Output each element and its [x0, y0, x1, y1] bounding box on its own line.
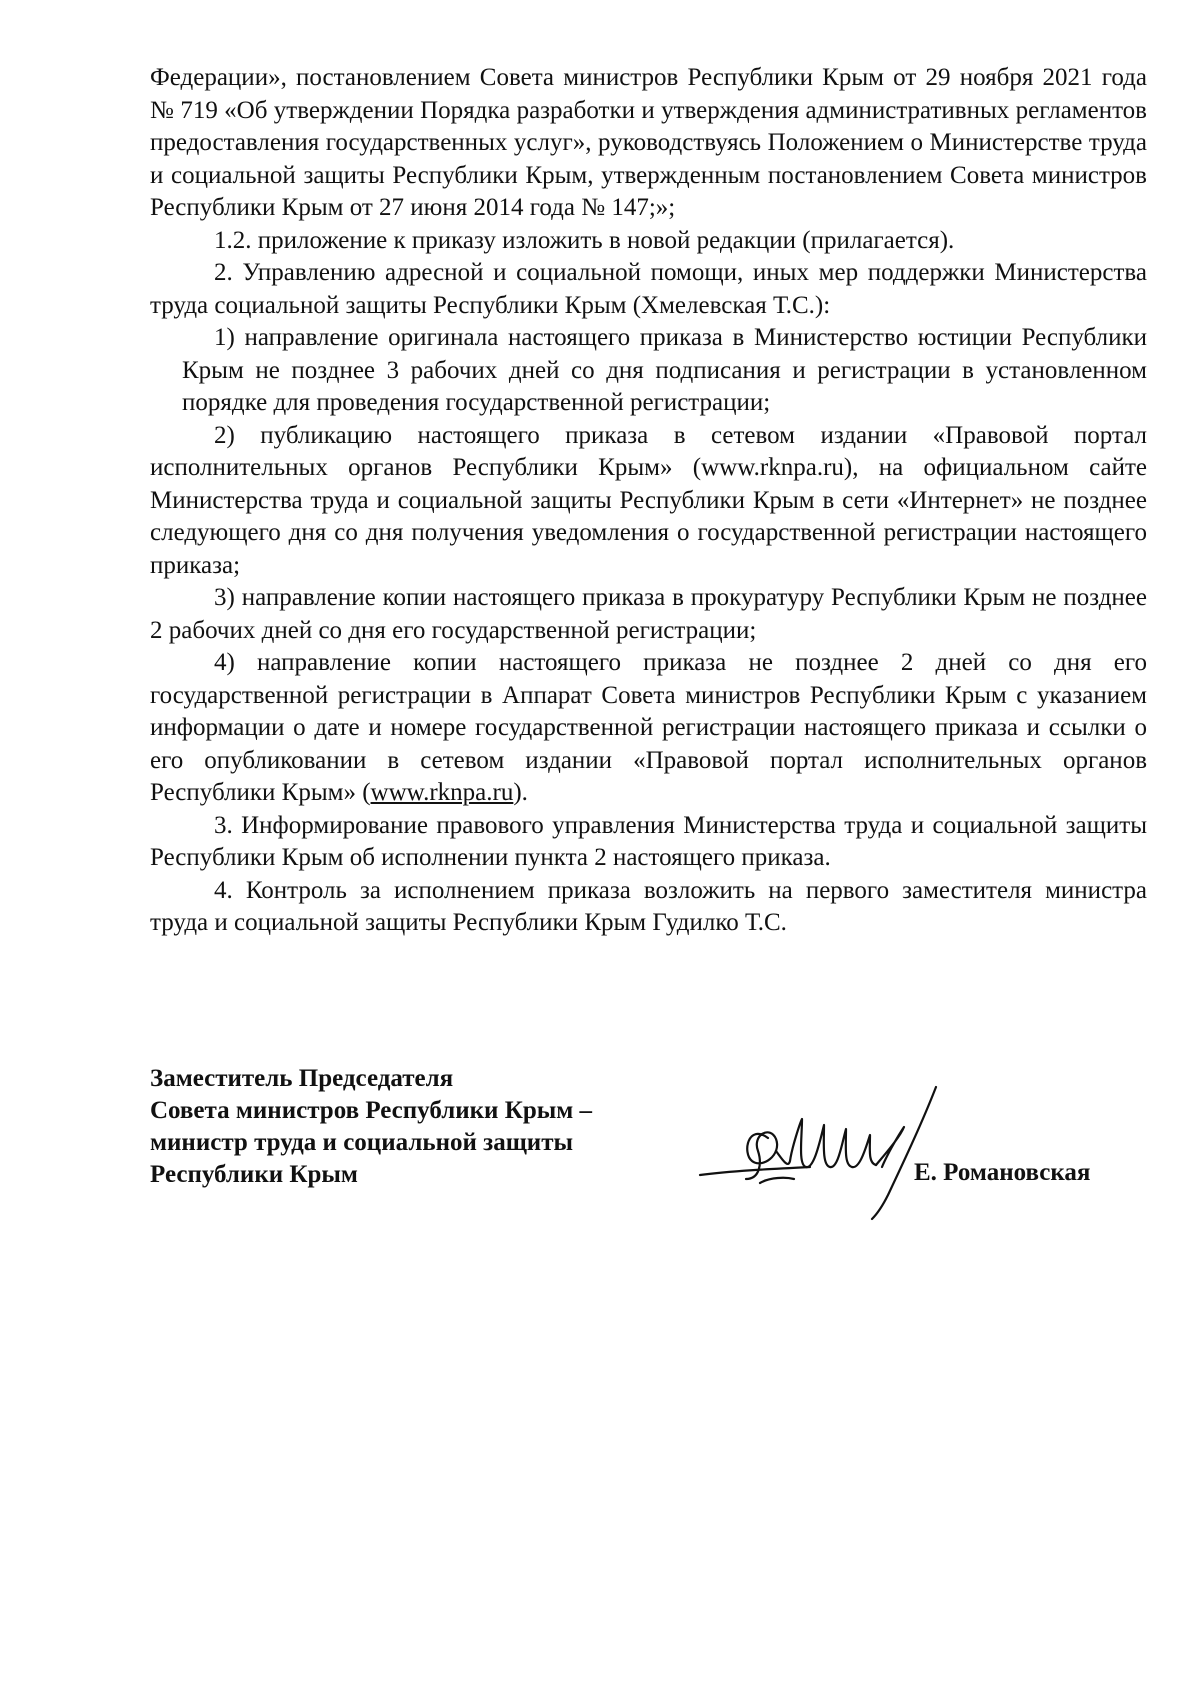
signature-block — [150, 1063, 1150, 1243]
signatory-title — [150, 1063, 592, 1191]
paragraph-2-subitem-4 — [150, 647, 1147, 810]
paragraph-1-2: 1.2. приложение к приказу изложить в новой редакции (прилагается). — [214, 226, 955, 254]
signatory-name: Е. Романовская — [914, 1159, 1091, 1186]
paragraph-2-subitem-4-tail: ). — [513, 779, 528, 806]
signatory-title-line: Заместитель Председателя — [150, 1065, 454, 1092]
paragraph-3: 3. Информирование правового управления Министерства труда и социальной защиты Республики Крым об исполнении пункта 2 настоящего приказа. — [150, 811, 1147, 871]
document-body — [150, 62, 1147, 940]
paragraph-4: 4. Контроль за исполнением приказа возложить на первого заместителя министра труда и социальной защиты Республики Крым Гудилко Т.С. — [150, 876, 1147, 936]
paragraph-2-subitem-3: 3) направление копии настоящего приказа в прокуратуру Республики Крым не позднее 2 рабочих дней со дня его государственной регистрации; — [150, 584, 1147, 644]
paragraph-preamble-continuation: Федерации», постановлением Совета министров Республики Крым от 29 ноября 2021 года № 719 «Об утверждении Порядка разработки и утверждения административных регламентов предоставления государственных услуг», руководствуясь Положением о Министерстве труда и социальной защиты Республики Крым, утвержденным постановлением Совета министров Республики Крым от 27 июня 2014 года № 147;»; — [150, 64, 1147, 221]
signatory-title-line: Республики Крым — [150, 1161, 358, 1188]
paragraph-2-subitem-4-text: 4) направление копии настоящего приказа не позднее 2 дней со дня его государственной регистрации в Аппарат Совета министров Республики Крым с указанием информации о дате и номере государственной регистрации настоящего приказа и ссылки о его опубликовании в сетевом издании «Правовой портал исполнительных органов Республики Крым» ( — [150, 649, 1147, 806]
handwritten-signature-icon — [690, 1083, 940, 1233]
rknpa-link[interactable]: www.rknpa.ru — [370, 779, 514, 806]
signatory-title-line: Совета министров Республики Крым – — [150, 1097, 593, 1124]
signatory-title-line: министр труда и социальной защиты — [150, 1129, 573, 1156]
paragraph-2: 2. Управлению адресной и социальной помощи, иных мер поддержки Министерства труда социальной защиты Республики Крым (Хмелевская Т.С.): — [150, 259, 1147, 319]
paragraph-2-subitem-1: 1) направление оригинала настоящего приказа в Министерство юстиции Республики Крым не позднее 3 рабочих дней со дня подписания и регистрации в установленном порядке для проведения государственной регистрации; — [182, 324, 1147, 416]
paragraph-2-subitem-2: 2) публикацию настоящего приказа в сетевом издании «Правовой портал исполнительных органов Республики Крым» (www.rknpa.ru), на официальном сайте Министерства труда и социальной защиты Республики Крым в сети «Интернет» не позднее следующего дня со дня получения уведомления о государственной регистрации настоящего приказа; — [150, 421, 1147, 579]
